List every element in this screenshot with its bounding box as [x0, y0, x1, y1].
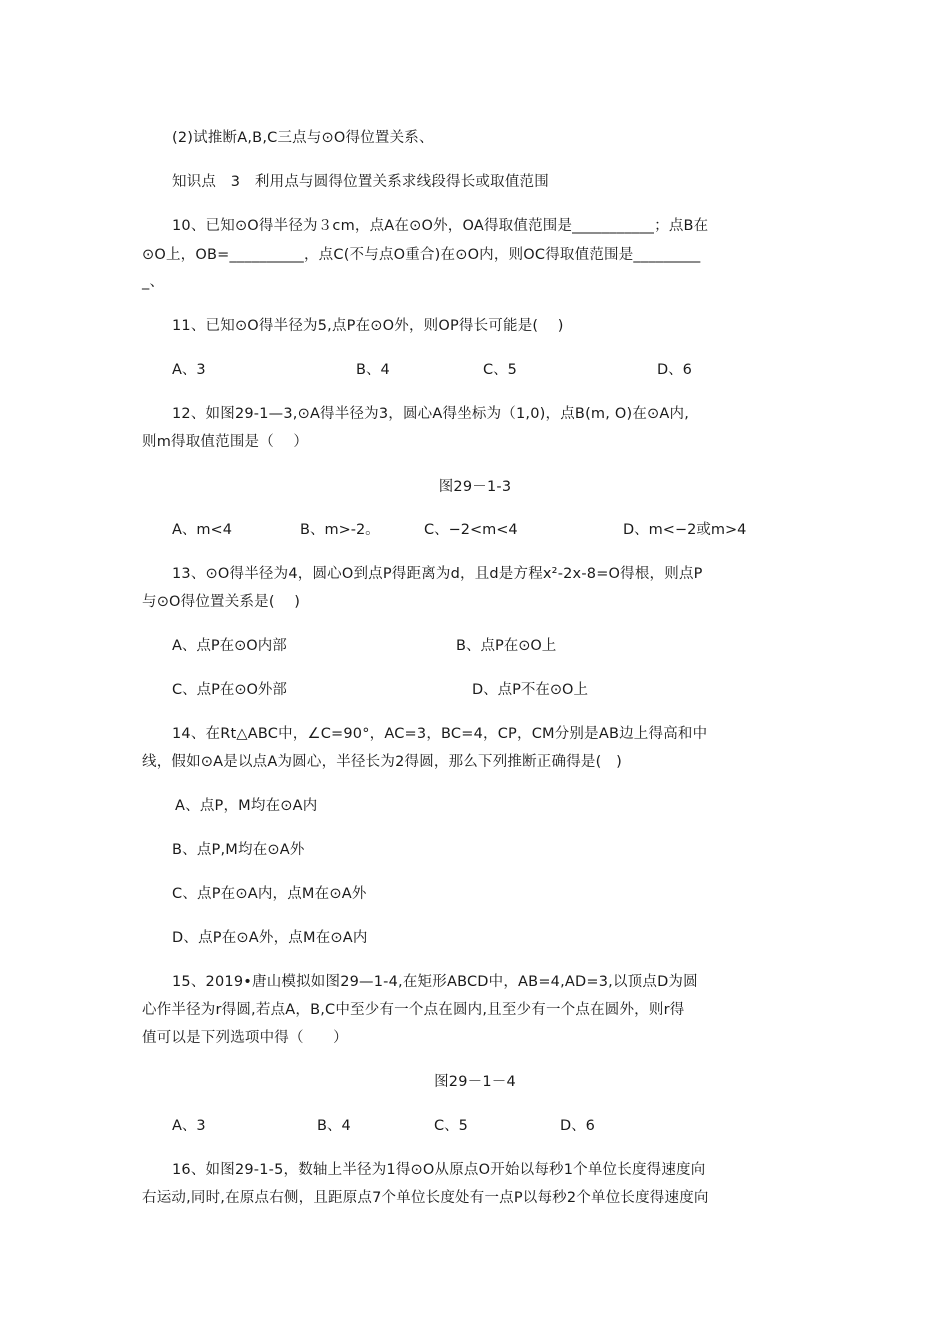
- question-10-line-1: 10、已知⊙O得半径为３cm，点A在⊙O外，OA得取值范围是___________；点B在: [172, 218, 709, 234]
- question-14-option-c: C、点P在⊙A内，点M在⊙A外: [172, 886, 367, 902]
- question-14-line-2: 线，假如⊙A是以点A为圆心，半径长为2得圆，那么下列推断正确得是( ): [142, 754, 623, 770]
- question-12-option-a: A、m<4: [172, 522, 232, 538]
- figure-caption-29-1-3: 图29－1-3: [438, 479, 512, 495]
- question-16-line-2: 右运动,同时,在原点右侧，且距原点7个单位长度处有一点P以每秒2个单位长度得速度向: [142, 1190, 709, 1206]
- question-13-option-d: D、点P不在⊙O上: [472, 682, 588, 698]
- question-15-line-2: 心作半径为r得圆,若点A，B,C中至少有一个点在圆内,且至少有一个点在圆外，则r得: [142, 1002, 685, 1018]
- question-16-line-1: 16、如图29-1-5，数轴上半径为1得⊙O从原点O开始以每秒1个单位长度得速度向: [172, 1162, 706, 1178]
- question-12-option-c: C、−2<m<4: [424, 522, 518, 538]
- figure-caption-29-1-4: 图29－1－4: [434, 1074, 516, 1090]
- text-line-sub-question: (2)试推断A,B,C三点与⊙O得位置关系、: [172, 130, 434, 146]
- question-12-line-2: 则m得取值范围是（ ）: [142, 434, 309, 450]
- question-13-option-b: B、点P在⊙O上: [456, 638, 557, 654]
- question-15-option-c: C、5: [434, 1118, 468, 1134]
- question-12-option-b: B、m>-2。: [300, 522, 380, 538]
- question-15-line-1: 15、2019•唐山模拟如图29—1-4,在矩形ABCD中，AB=4,AD=3,以顶点D为圆: [172, 974, 698, 990]
- question-15-option-a: A、3: [172, 1118, 206, 1134]
- question-15-line-3: 值可以是下列选项中得（ ）: [142, 1030, 348, 1046]
- question-13-line-1: 13、⊙O得半径为4，圆心O到点P得距离为d，且d是方程x²-2x-8=O得根，则点P: [172, 566, 703, 582]
- question-13-line-2: 与⊙O得位置关系是( ): [142, 594, 301, 610]
- question-11-option-a: A、3: [172, 362, 206, 378]
- question-13-option-c: C、点P在⊙O外部: [172, 682, 287, 698]
- question-14-option-a: A、点P，M均在⊙A内: [175, 798, 318, 814]
- question-12-option-d: D、m<−2或m>4: [623, 522, 747, 538]
- question-10-line-3: _、: [142, 274, 165, 290]
- question-11-option-b: B、4: [356, 362, 390, 378]
- question-11: 11、已知⊙O得半径为5,点P在⊙O外，则OP得长可能是( ): [172, 318, 564, 334]
- question-11-option-c: C、5: [483, 362, 517, 378]
- question-14-line-1: 14、在Rt△ABC中，∠C=90°，AC=3，BC=4，CP，CM分别是AB边上得高和中: [172, 726, 708, 742]
- question-15-option-d: D、6: [560, 1118, 595, 1134]
- question-13-option-a: A、点P在⊙O内部: [172, 638, 287, 654]
- question-11-option-d: D、6: [657, 362, 692, 378]
- question-12-line-1: 12、如图29-1—3,⊙A得半径为3，圆心A得坐标为（1,0)，点B(m, O)在⊙A内,: [172, 406, 690, 422]
- question-14-option-b: B、点P,M均在⊙A外: [172, 842, 305, 858]
- section-heading-knowledge-point-3: 知识点 3 利用点与圆得位置关系求线段得长或取值范围: [172, 174, 549, 190]
- question-10-line-2: ⊙O上，OB=__________，点C(不与点O重合)在⊙O内，则OC得取值范围是_________: [142, 247, 701, 263]
- question-15-option-b: B、4: [317, 1118, 351, 1134]
- question-14-option-d: D、点P在⊙A外，点M在⊙A内: [172, 930, 368, 946]
